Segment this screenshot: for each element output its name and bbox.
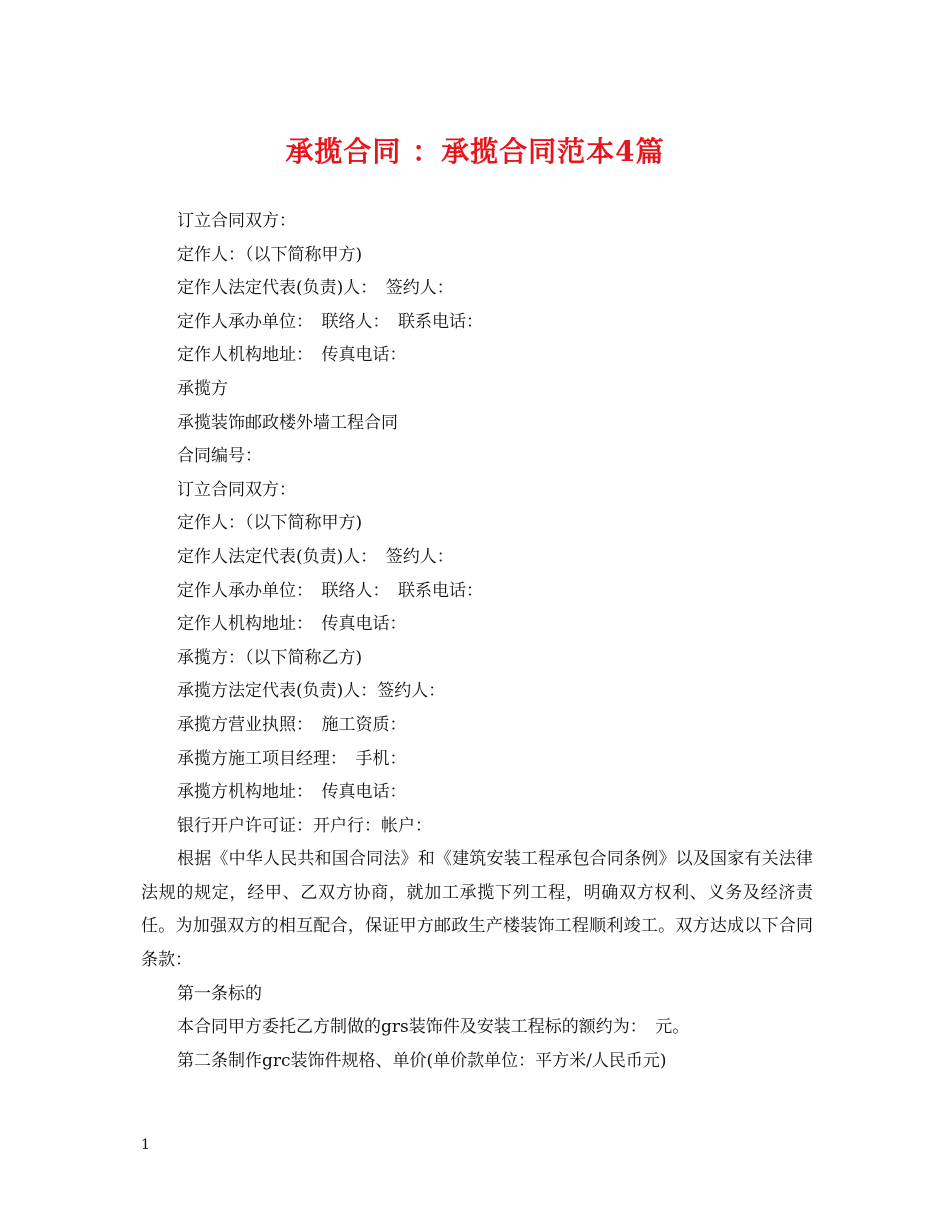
text-line: 定作人法定代表(负责)人： 签约人：: [177, 546, 454, 567]
text-line: 定作人承办单位： 联络人： 联系电话：: [177, 311, 483, 332]
text-line: 第二条制作grc装饰件规格、单价(单价款单位：平方米/人民币元): [177, 1050, 667, 1071]
text-line: 承揽方: [177, 378, 228, 399]
text-line: 定作人：（以下简称甲方): [177, 513, 363, 534]
text-line: 合同编号：: [177, 446, 262, 467]
text-line: 定作人机构地址： 传真电话：: [177, 345, 407, 366]
text-line: 承揽方：（以下简称乙方): [177, 647, 363, 668]
text-line: 定作人承办单位： 联络人： 联系电话：: [177, 580, 483, 601]
text-line: 承揽方营业执照： 施工资质：: [177, 714, 407, 735]
text-line: 本合同甲方委托乙方制做的grs装饰件及安装工程标的额约为： 元。: [177, 1017, 690, 1038]
text-line: 第一条标的: [177, 983, 262, 1004]
text-line: 银行开户许可证：开户行：帐户：: [177, 815, 432, 836]
text-line: 承揽装饰邮政楼外墙工程合同: [177, 412, 398, 433]
text-line: 定作人机构地址： 传真电话：: [177, 614, 407, 635]
text-line: 承揽方施工项目经理： 手机：: [177, 748, 407, 769]
document-title: 承揽合同 ：承揽合同范本4篇: [285, 135, 665, 168]
text-line: 定作人：（以下简称甲方): [177, 244, 363, 265]
page-number: 1: [141, 1137, 150, 1153]
text-line: 定作人法定代表(负责)人： 签约人：: [177, 278, 454, 299]
text-line: 承揽方法定代表(负责)人：签约人：: [177, 681, 446, 702]
document-body: [141, 205, 813, 1078]
text-line: 订立合同双方：: [177, 211, 296, 231]
text-line: 承揽方机构地址： 传真电话：: [177, 782, 407, 803]
body-paragraph: 根据《中华人民共和国合同法》和《建筑安装工程承包合同条例》以及国家有关法律法规的规定，经甲、乙双方协商，就加工承揽下列工程，明确双方权利、义务及经济责任。为加强双方的相互配合，保证甲方邮政生产楼装饰工程顺利竣工。双方达成以下合同条款：: [141, 849, 813, 971]
text-line: 订立合同双方：: [177, 479, 296, 500]
